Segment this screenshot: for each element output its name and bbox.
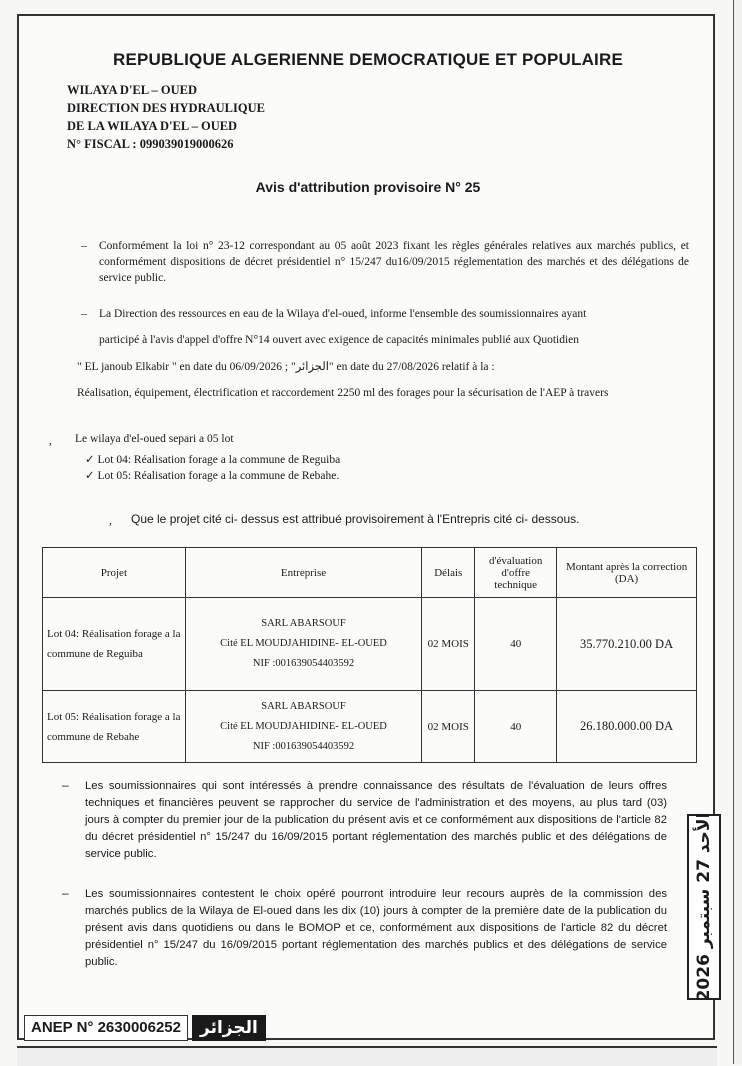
cell-delais: 02 MOIS	[422, 691, 475, 763]
cell-projet: Lot 05: Réalisation forage a la commune de Rebahe	[43, 691, 186, 763]
header-line-fiscal: N° FISCAL : 099039019000626	[67, 137, 234, 151]
anep-reference	[24, 1016, 266, 1040]
entreprise-address: Cité EL MOUDJAHIDINE- EL-OUED	[220, 638, 387, 649]
table-row	[43, 598, 697, 691]
cell-delais: 02 MOIS	[422, 598, 475, 691]
paragraph-recours: Les soumissionnaires contestent le choix opéré pourront introduire leur recours auprès de la commission des marchés publics de la Wilaya de El-oued dans les dix (10) jours à compter de la première date de la publication du présent avis dans quotidiens ou dans le BOMOP et ce, conformément aux dispositions de l'article 82 du décret présidentiel n° 15/247 du 16/09/2015 portant réglementation des marchés publics et des délégations de service public.	[85, 888, 667, 968]
lot-item-label: Lot 05: Réalisation forage a la commune de Rebahe.	[97, 470, 340, 482]
cell-note: 40	[475, 598, 557, 691]
page-edge-strip	[733, 0, 742, 1064]
dash-bullet: –	[62, 778, 69, 792]
paragraph-consultation: Les soumissionnaires qui sont intéressés à prendre connaissance des résultats de l'évaluation de leurs offres techniques et financières peuvent se rapprocher du service de l'administration et des moyens, au plus tard (03) jours à compter du premier jour de la publication du présent avis et ce conformément aux dispositions de l'article 82 du décret présidentiel n° 15/247 du 16/09/2015 portant réglementation des marchés public et des délégations de service public.	[85, 780, 667, 860]
next-notice-edge	[17, 1046, 717, 1066]
cell-note: 40	[475, 691, 557, 763]
table-row	[43, 691, 697, 763]
header-line-direction: DIRECTION DES HYDRAULIQUE	[67, 101, 265, 115]
header-line-wilaya-2: DE LA WILAYA D'EL – OUED	[67, 119, 238, 133]
paragraph-direction-2: participé à l'avis d'appel d'offre N°14 ouvert avec exigence de capacités minimales publié aux Quotidien	[99, 334, 580, 346]
col-header-evaluation: d'évaluation d'offre technique	[475, 548, 557, 598]
anep-number: ANEP N° 2630006252	[24, 1015, 188, 1041]
dash-bullet: –	[62, 886, 69, 900]
publication-date-stamp	[687, 814, 721, 1000]
paragraph-lots-intro: Le wilaya d'el-oued separi a 05 lot	[75, 433, 234, 445]
comma-bullet: ,	[49, 433, 52, 447]
entreprise-name: SARL ABARSOUF	[261, 618, 346, 629]
cell-entreprise	[185, 691, 422, 763]
newspaper-logo: الجزائر	[192, 1015, 266, 1041]
paragraph-direction-3: " EL janoub Elkabir " en date du 06/09/2026 ; "الجزائر" en date du 27/08/2026 relatif à la :	[77, 361, 495, 373]
col-header-montant: Montant après la correction (DA)	[557, 548, 697, 598]
cell-entreprise	[185, 598, 422, 691]
col-header-delais: Délais	[422, 548, 475, 598]
header-line-wilaya: WILAYA D'EL – OUED	[67, 83, 198, 97]
checkmark-icon: ✓	[85, 454, 95, 466]
col-header-entreprise: Entreprise	[185, 548, 422, 598]
notice-frame	[17, 14, 715, 1040]
lot-item	[85, 452, 685, 468]
entreprise-name: SARL ABARSOUF	[261, 700, 346, 712]
publication-date: الأحد 27 سبتمبر 2026	[694, 812, 714, 1002]
dash-bullet: –	[81, 238, 87, 252]
cell-montant: 26.180.000.00 DA	[557, 691, 697, 763]
checkmark-icon: ✓	[85, 470, 95, 482]
comma-bullet: ,	[109, 513, 112, 527]
paragraph-attribution: Que le projet cité ci- dessus est attribué provisoirement à l'Entrepris cité ci- dessous.	[131, 512, 580, 526]
entreprise-nif: NIF :001639054403592	[252, 740, 355, 752]
cell-montant: 35.770.210.00 DA	[557, 598, 697, 691]
entreprise-nif: NIF :001639054403592	[252, 658, 355, 669]
notice-title: Avis d'attribution provisoire N° 25	[255, 179, 481, 195]
table-header-row	[43, 548, 697, 598]
paragraph-law: Conformément la loi n° 23-12 correspondant au 05 août 2023 fixant les règles générales relatives aux marchés publics, et conformément dispositions de décret présidentiel n° 15/247 du16/09/2015 réglementation des marchés et des délégations de service public.	[99, 240, 689, 284]
dash-bullet: –	[81, 306, 87, 320]
lot-item	[85, 468, 685, 484]
lot-item-label: Lot 04: Réalisation forage a la commune de Reguiba	[97, 454, 341, 466]
cell-projet: Lot 04: Réalisation forage a la commune de Reguiba	[43, 598, 186, 691]
paragraph-direction: La Direction des ressources en eau de la Wilaya d'el-oued, informe l'ensemble des soumissionnaires ayant	[99, 308, 587, 320]
col-header-projet: Projet	[43, 548, 186, 598]
entreprise-address: Cité EL MOUDJAHIDINE- EL-OUED	[220, 720, 387, 732]
paragraph-realisation: Réalisation, équipement, électrification et raccordement 2250 ml des forages pour la sécurisation de l'AEP à travers	[77, 387, 609, 399]
attribution-table	[42, 547, 697, 763]
republic-heading: REPUBLIQUE ALGERIENNE DEMOCRATIQUE ET POPULAIRE	[113, 50, 623, 69]
